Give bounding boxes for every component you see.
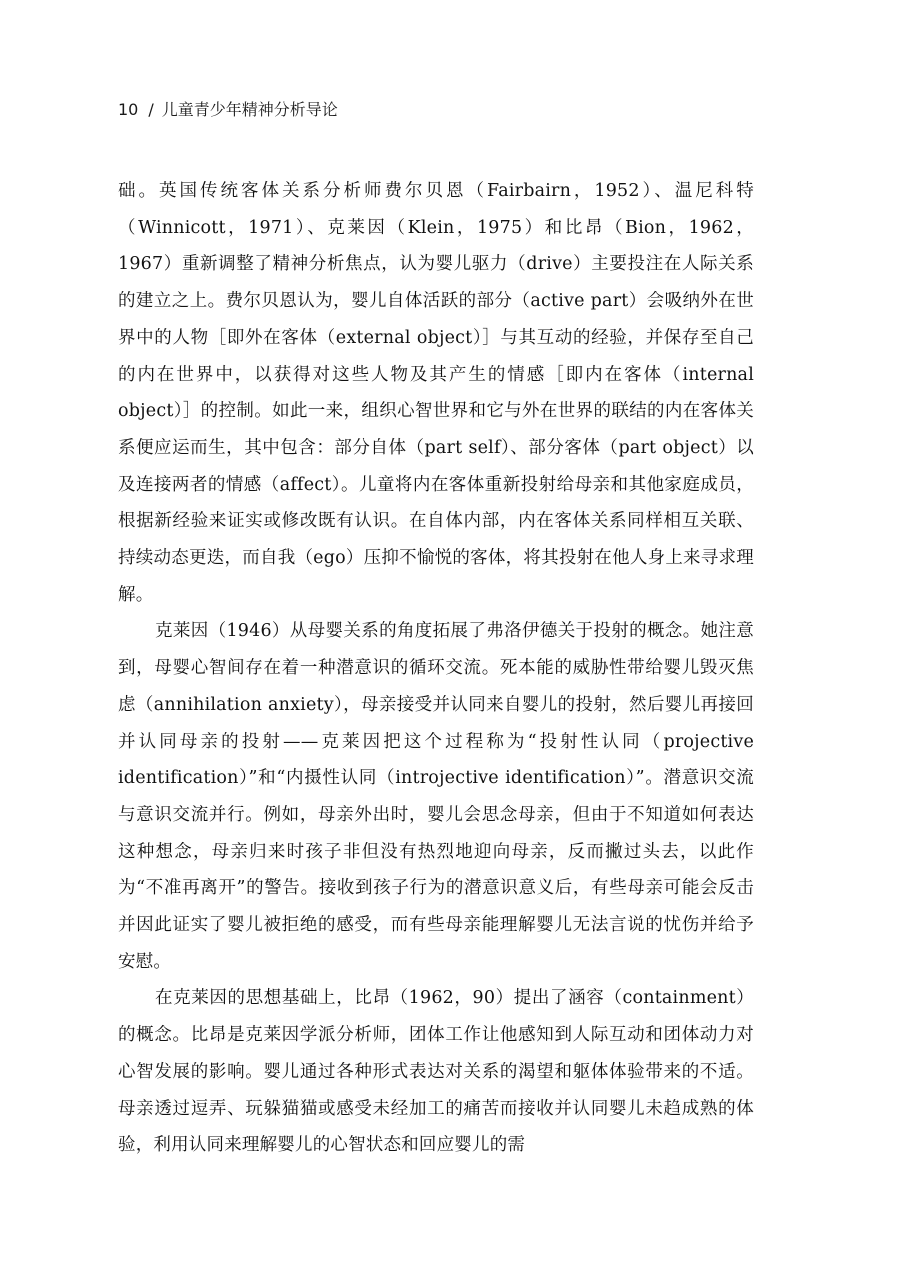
running-header xyxy=(118,98,338,122)
body-text xyxy=(118,173,754,1164)
paragraph-bion: 在克莱因的思想基础上，比昂（1962，90）提出了涵容（containment）的概念。比昂是克莱因学派分析师，团体工作让他感知到人际互动和团体动力对心智发展的影响。婴儿通过各种形式表达对关系的渴望和躯体体验带来的不适。母亲透过逗弄、玩躲猫猫或感受未经加工的痛苦而接收并认同婴儿未趋成熟的体验，利用认同来理解婴儿的心智状态和回应婴儿的需 xyxy=(118,988,754,1156)
header-separator: / xyxy=(148,100,154,119)
book-title: 儿童青少年精神分析导论 xyxy=(161,100,338,119)
paragraph-continued: 础。英国传统客体关系分析师费尔贝恩（Fairbairn，1952）、温尼科特（Winnicott，1971）、克莱因（Klein，1975）和比昂（Bion，1962，1967）重新调整了精神分析焦点，认为婴儿驱力（drive）主要投注在人际关系的建立之上。费尔贝恩认为，婴儿自体活跃的部分（active part）会吸纳外在世界中的人物［即外在客体（external object）］与其互动的经验，并保存至自己的内在世界中，以获得对这些人物及其产生的情感［即内在客体（internal object）］的控制。如此一来，组织心智世界和它与外在世界的联结的内在客体关系便应运而生，其中包含：部分自体（part self）、部分客体（part object）以及连接两者的情感（affect）。儿童将内在客体重新投射给母亲和其他家庭成员，根据新经验来证实或修改既有认识。在自体内部，内在客体关系同样相互关联、持续动态更迭，而自我（ego）压抑不愉悦的客体，将其投射在他人身上来寻求理解。 xyxy=(118,181,754,605)
paragraph-klein: 克莱因（1946）从母婴关系的角度拓展了弗洛伊德关于投射的概念。她注意到，母婴心智间存在着一种潜意识的循环交流。死本能的威胁性带给婴儿毁灭焦虑（annihilation anxiety），母亲接受并认同来自婴儿的投射，然后婴儿再接回并认同母亲的投射——克莱因把这个过程称为“投射性认同（projective identification）”和“内摄性认同（introjective identification）”。潜意识交流与意识交流并行。例如，母亲外出时，婴儿会思念母亲，但由于不知道如何表达这种想念，母亲归来时孩子非但没有热烈地迎向母亲，反而撇过头去，以此作为“不准再离开”的警告。接收到孩子行为的潜意识意义后，有些母亲可能会反击并因此证实了婴儿被拒绝的感受，而有些母亲能理解婴儿无法言说的忧伤并给予安慰。 xyxy=(118,621,754,972)
page-number: 10 xyxy=(118,100,139,119)
